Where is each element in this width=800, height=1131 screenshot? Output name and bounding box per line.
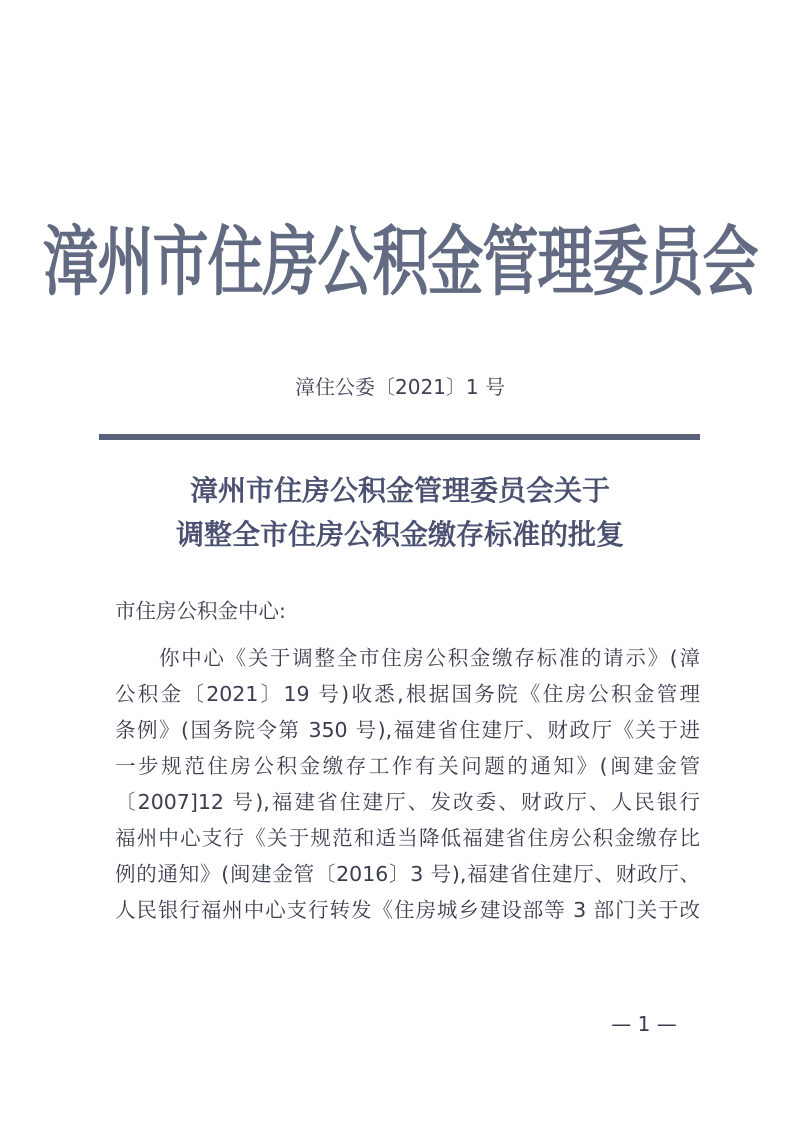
body-line: 人民银行福州中心支行转发《住房城乡建设部等 3 部门关于改 xyxy=(115,898,700,922)
document-number: 漳住公委〔2021〕1 号 xyxy=(295,375,505,399)
body-line: 一步规范住房公积金缴存工作有关问题的通知》(闽建金管 xyxy=(115,754,700,778)
body-line: 你中心《关于调整全市住房公积金缴存标准的请示》(漳 xyxy=(159,646,700,670)
page-number: — 1 — xyxy=(611,1012,677,1036)
document-title-line-2: 调整全市住房公积金缴存标准的批复 xyxy=(175,518,624,551)
header-divider xyxy=(99,434,700,440)
body-line: 福州中心支行《关于规范和适当降低福建省住房公积金缴存比 xyxy=(115,826,700,850)
body-line: 〔2007]12 号),福建省住建厅、发改委、财政厅、人民银行 xyxy=(115,790,700,814)
body-paragraph xyxy=(115,640,700,928)
document-title-line-1: 漳州市住房公积金管理委员会关于 xyxy=(189,474,610,507)
masthead-title: 漳州市住房公积金管理委员会 xyxy=(42,217,758,308)
body-line: 例的通知》(闽建金管〔2016〕3 号),福建省住建厅、财政厅、 xyxy=(115,862,700,886)
body-line: 公积金〔2021〕19 号)收悉,根据国务院《住房公积金管理 xyxy=(115,682,700,706)
salutation: 市住房公积金中心: xyxy=(115,599,286,623)
body-line: 条例》(国务院令第 350 号),福建省住建厅、财政厅《关于进 xyxy=(115,718,700,742)
